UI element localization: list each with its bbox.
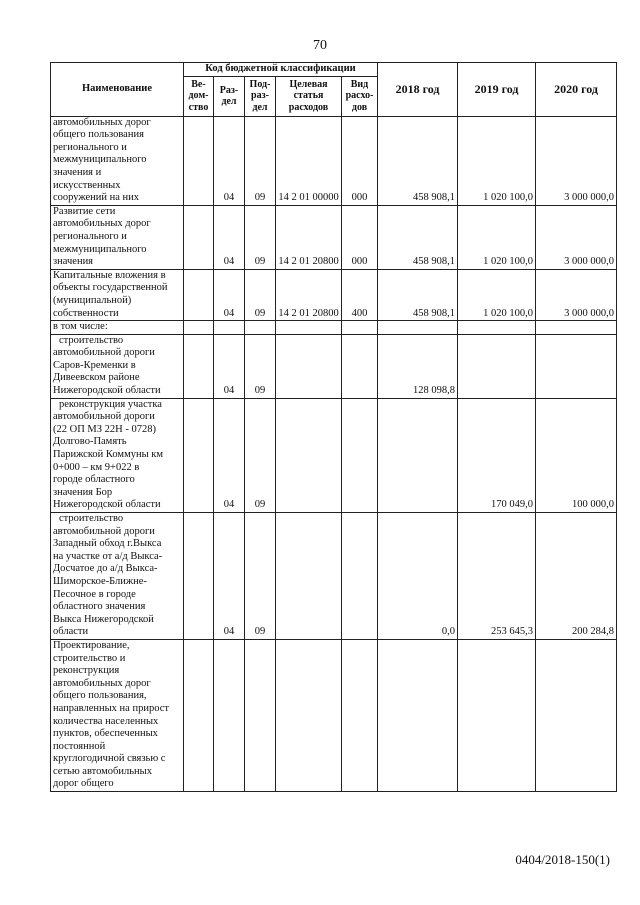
cell-y2020	[536, 334, 617, 398]
cell-name: Развитие сети автомобильных дорог регионального и межмуниципального значения	[51, 205, 184, 269]
header-name: Наименование	[51, 63, 184, 117]
cell-y2018: 458 908,1	[378, 116, 458, 205]
cell-y2019	[458, 639, 536, 791]
cell-y2020	[536, 639, 617, 791]
table-row	[51, 269, 617, 320]
cell-celevaya	[276, 398, 342, 512]
cell-vid: 000	[342, 205, 378, 269]
cell-celevaya	[276, 513, 342, 640]
cell-y2020: 3 000 000,0	[536, 205, 617, 269]
header-podrazdel: Под- раз- дел	[245, 76, 276, 116]
header-celevaya: Целевая статья расходов	[276, 76, 342, 116]
cell-ved	[184, 398, 214, 512]
cell-y2019	[458, 321, 536, 335]
cell-razdel	[214, 639, 245, 791]
header-2018: 2018 год	[378, 63, 458, 117]
cell-celevaya	[276, 334, 342, 398]
header-budget-code: Код бюджетной классификации	[184, 63, 378, 77]
cell-y2020: 100 000,0	[536, 398, 617, 512]
cell-y2020	[536, 321, 617, 335]
cell-ved	[184, 205, 214, 269]
cell-podrazdel: 09	[245, 334, 276, 398]
table-row	[51, 205, 617, 269]
cell-razdel	[214, 321, 245, 335]
table-row	[51, 639, 617, 791]
cell-podrazdel	[245, 321, 276, 335]
cell-y2018: 128 098,8	[378, 334, 458, 398]
cell-name: Капитальные вложения в объекты государственной (муниципальной) собственности	[51, 269, 184, 320]
cell-razdel: 04	[214, 513, 245, 640]
cell-celevaya: 14 2 01 20800	[276, 269, 342, 320]
cell-razdel: 04	[214, 398, 245, 512]
cell-y2019	[458, 334, 536, 398]
cell-ved	[184, 269, 214, 320]
cell-y2019: 1 020 100,0	[458, 205, 536, 269]
cell-celevaya	[276, 639, 342, 791]
table-row	[51, 321, 617, 335]
cell-ved	[184, 513, 214, 640]
table-row	[51, 398, 617, 512]
cell-vid: 000	[342, 116, 378, 205]
cell-name: в том числе:	[51, 321, 184, 335]
cell-vid	[342, 398, 378, 512]
cell-ved	[184, 334, 214, 398]
cell-podrazdel	[245, 639, 276, 791]
cell-vid	[342, 321, 378, 335]
table-body	[51, 116, 617, 791]
cell-y2018: 458 908,1	[378, 205, 458, 269]
cell-y2018: 458 908,1	[378, 269, 458, 320]
budget-table	[50, 62, 617, 792]
header-vid: Вид расхо- дов	[342, 76, 378, 116]
cell-ved	[184, 116, 214, 205]
cell-razdel: 04	[214, 116, 245, 205]
cell-celevaya: 14 2 01 20800	[276, 205, 342, 269]
cell-y2018	[378, 639, 458, 791]
cell-y2018	[378, 321, 458, 335]
table-row	[51, 513, 617, 640]
cell-podrazdel: 09	[245, 205, 276, 269]
table-row	[51, 334, 617, 398]
header-razdel: Раз- дел	[214, 76, 245, 116]
header-2019: 2019 год	[458, 63, 536, 117]
cell-y2020: 200 284,8	[536, 513, 617, 640]
cell-razdel: 04	[214, 334, 245, 398]
cell-y2019: 1 020 100,0	[458, 116, 536, 205]
cell-razdel: 04	[214, 269, 245, 320]
cell-podrazdel: 09	[245, 269, 276, 320]
cell-ved	[184, 639, 214, 791]
page-number: 70	[313, 38, 327, 53]
cell-podrazdel: 09	[245, 116, 276, 205]
cell-celevaya: 14 2 01 00000	[276, 116, 342, 205]
cell-y2020: 3 000 000,0	[536, 269, 617, 320]
cell-podrazdel: 09	[245, 398, 276, 512]
cell-razdel: 04	[214, 205, 245, 269]
cell-name: Проектирование, строительство и реконструкция автомобильных дорог общего пользования, направленных на прирост количества населенных пунктов, обеспеченных постоянной круглогодичной связью с сетью автомобильных дорог общего	[51, 639, 184, 791]
cell-vid: 400	[342, 269, 378, 320]
cell-vid	[342, 334, 378, 398]
cell-name: реконструкция участка автомобильной дороги (22 ОП МЗ 22Н - 0728) Долгово-Память Парижской Коммуны км 0+000 – км 9+022 в городе областного значения Бор Нижегородской области	[51, 398, 184, 512]
cell-vid	[342, 639, 378, 791]
header-2020: 2020 год	[536, 63, 617, 117]
cell-name: строительство автомобильной дороги Саров-Кременки в Дивеевском районе Нижегородской области	[51, 334, 184, 398]
cell-celevaya	[276, 321, 342, 335]
cell-vid	[342, 513, 378, 640]
header-vedomstvo: Ве- дом- ство	[184, 76, 214, 116]
table-row	[51, 116, 617, 205]
cell-y2019: 253 645,3	[458, 513, 536, 640]
cell-name: автомобильных дорог общего пользования регионального и межмуниципального значения и искусственных сооружений на них	[51, 116, 184, 205]
cell-y2019: 1 020 100,0	[458, 269, 536, 320]
cell-y2018	[378, 398, 458, 512]
cell-y2019: 170 049,0	[458, 398, 536, 512]
cell-name: строительство автомобильной дороги Западный обход г.Выкса на участке от а/д Выкса- Досчатое до а/д Выкса- Шиморское-Ближне- Песочное в городе областного значения Выкса Нижегородской области	[51, 513, 184, 640]
cell-ved	[184, 321, 214, 335]
document-code: 0404/2018-150(1)	[515, 852, 610, 867]
cell-y2020: 3 000 000,0	[536, 116, 617, 205]
cell-podrazdel: 09	[245, 513, 276, 640]
cell-y2018: 0,0	[378, 513, 458, 640]
